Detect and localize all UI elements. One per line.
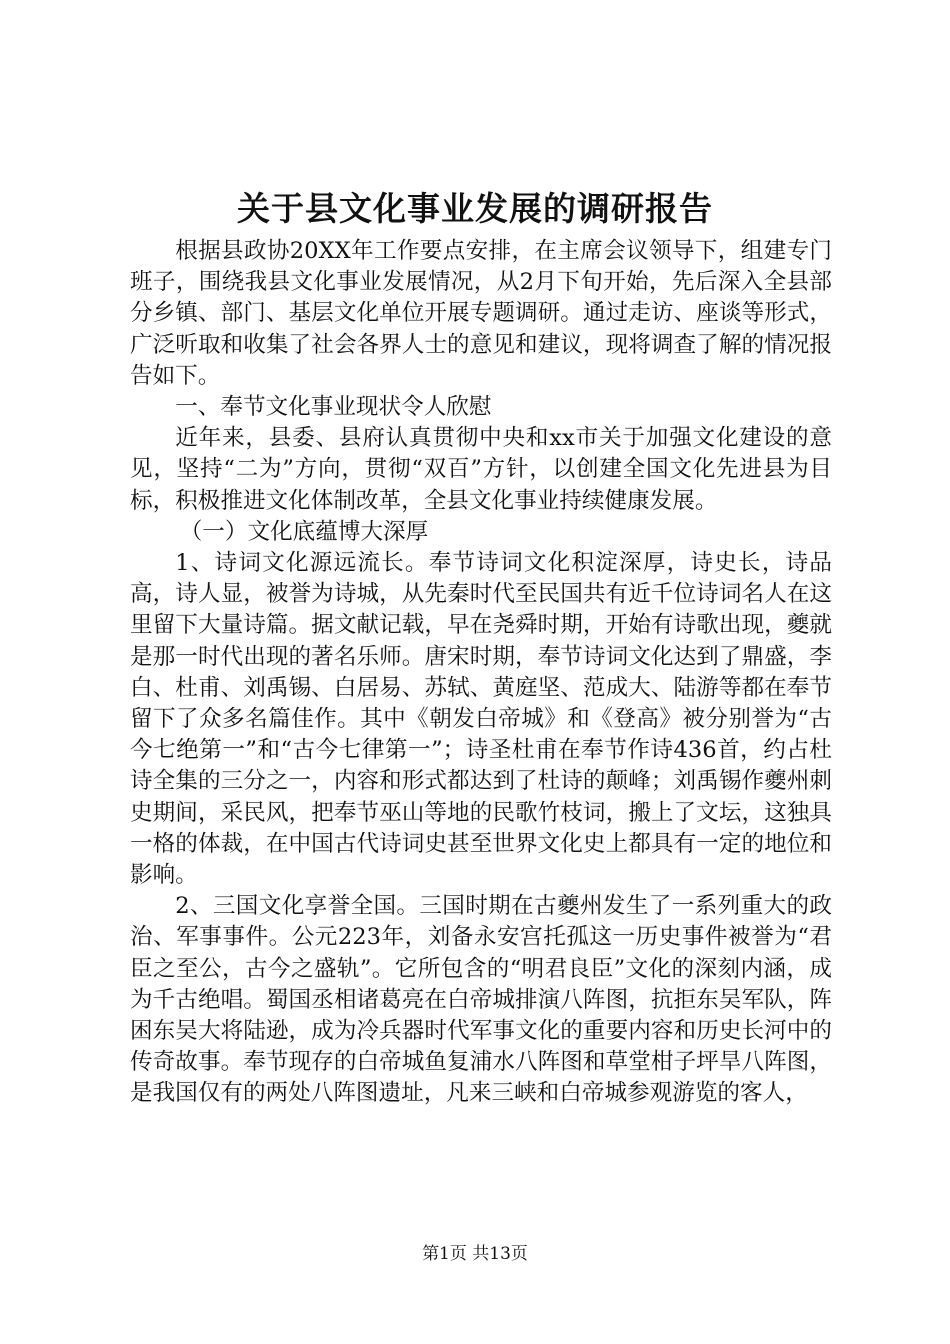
section-heading: 一、奉节文化事业现状令人欣慰 <box>175 394 492 421</box>
document-body <box>130 236 832 1110</box>
page-footer: 第1页 共13页 <box>422 1244 528 1264</box>
section-paragraph: 近年来，县委、县府认真贯彻中央和xx市关于加强文化建设的意见，坚持“二为”方向，贯彻“双百”方针，以创建全国文化先进县为目标，积极推进文化体制改革，全县文化事业持续健康发展。 <box>130 425 832 514</box>
intro-paragraph: 根据县政协20XX年工作要点安排，在主席会议领导下，组建专门班子，围绕我县文化事业发展情况，从2月下旬开始，先后深入全县部分乡镇、部门、基层文化单位开展专题调研。通过走访、座谈等形式，广泛听取和收集了社会各界人士的意见和建议，现将调查了解的情况报告如下。 <box>130 238 832 389</box>
subsection-heading: （一）文化底蕴博大深厚 <box>179 518 429 545</box>
poetry-culture-paragraph: 1、诗词文化源远流长。奉节诗词文化积淀深厚，诗史长，诗品高，诗人显，被誉为诗城，从先秦时代至民国共有近千位诗词名人在这里留下大量诗篇。据文献记载，早在尧舜时期，开始有诗歌出现，夔就是那一时代出现的著名乐师。唐宋时期，奉节诗词文化达到了鼎盛，李白、杜甫、刘禹锡、白居易、苏轼、黄庭坚、范成大、陆游等都在奉节留下了众多名篇佳作。其中《朝发白帝城》和《登高》被分别誉为“古今七绝第一”和“古今七律第一”；诗圣杜甫在奉节作诗436首，约占杜诗全集的三分之一，内容和形式都达到了杜诗的颠峰；刘禹锡作夔州刺史期间，采民风，把奉节巫山等地的民歌竹枝词，搬上了文坛，这独具一格的体裁，在中国古代诗词史甚至世界文化史上都具有一定的地位和影响。 <box>130 550 832 889</box>
three-kingdoms-paragraph: 2、三国文化享誉全国。三国时期在古夔州发生了一系列重大的政治、军事事件。公元223年，刘备永安宫托孤这一历史事件被誉为“君臣之至公，古今之盛轨”。它所包含的“明君良臣”文化的深刻内涵，成为千古绝唱。蜀国丞相诸葛亮在白帝城排演八阵图，抗拒东吴军队，阵困东吴大将陆逊，成为冷兵器时代军事文化的重要内容和历史长河中的传奇故事。奉节现存的白帝城鱼复浦水八阵图和草堂柑子坪旱八阵图，是我国仅有的两处八阵图遗址，凡来三峡和白帝城参观游览的客人， <box>130 893 832 1107</box>
document-title: 关于县文化事业发展的调研报告 <box>237 189 713 228</box>
